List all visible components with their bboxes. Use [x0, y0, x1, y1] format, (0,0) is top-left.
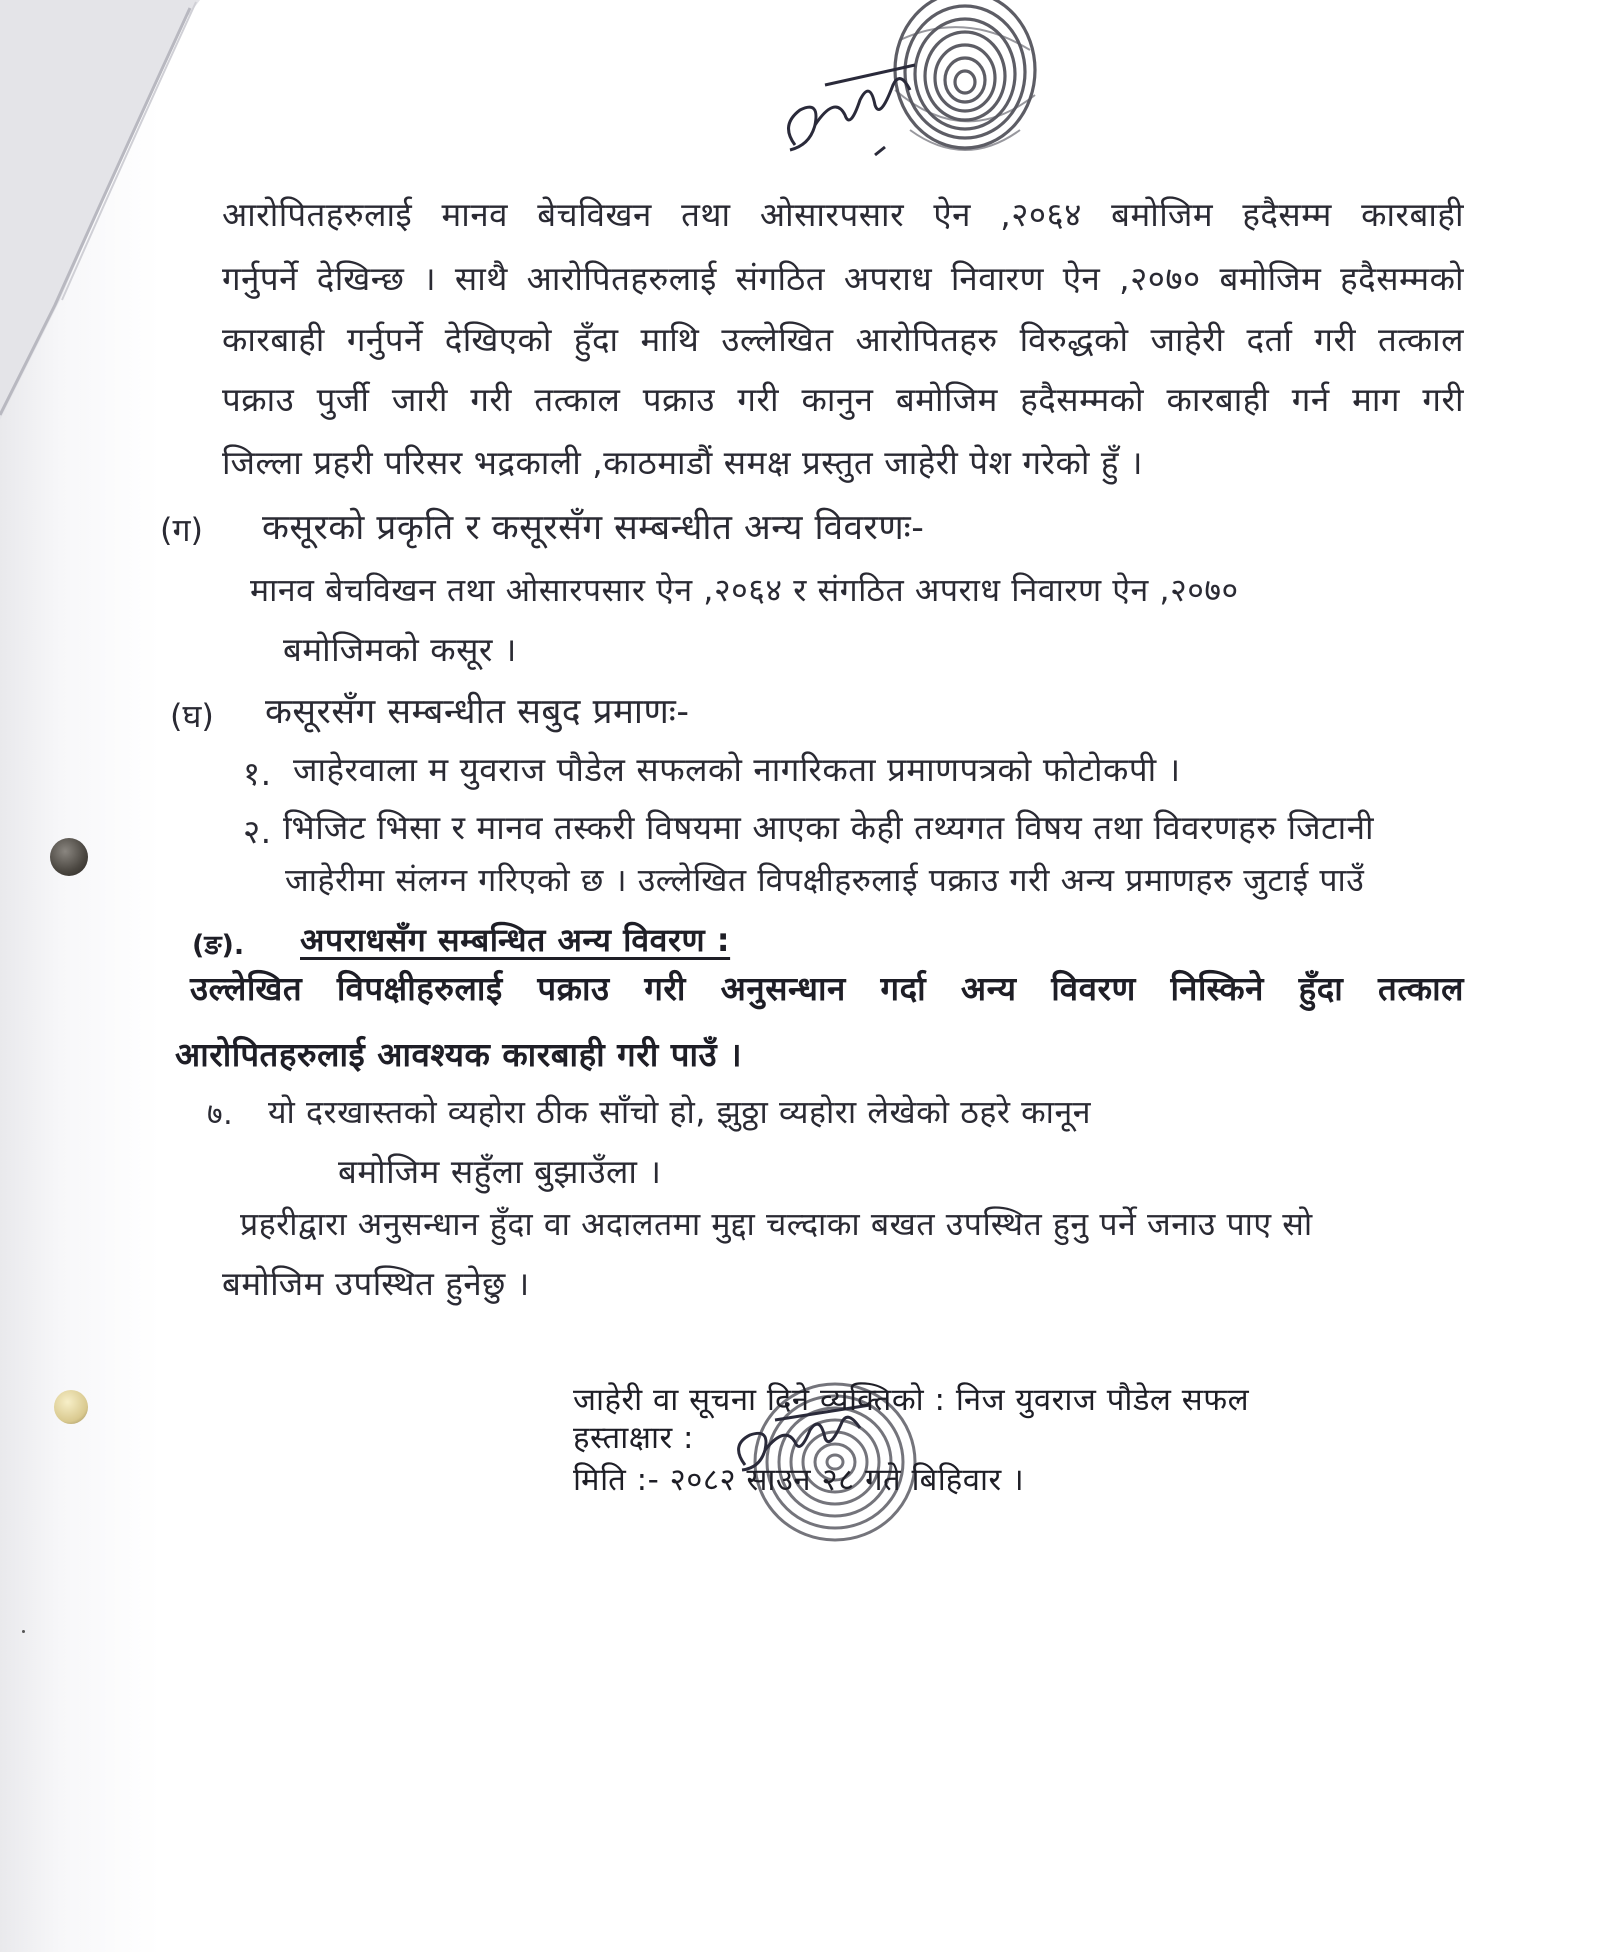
punch-hole-bottom: [54, 1390, 88, 1424]
section-gha-label: (घ): [170, 697, 214, 735]
declaration-line-2: बमोजिम उपस्थित हुनेछु ।: [222, 1264, 530, 1303]
declaration-line-1: प्रहरीद्वारा अनुसन्धान हुँदा वा अदालतमा मुद्दा चल्दाका बखत उपस्थित हुनु पर्ने जनाउ पाए सो: [240, 1205, 1313, 1243]
section-nga-label: (ङ).: [192, 930, 245, 961]
section-ga-line-1: मानव बेचविखन तथा ओसारपसार ऐन ,२०६४ र संगठित अपराध निवारण ऐन ,२०७०: [250, 571, 1239, 609]
section-gha-heading: कसूरसँग सम्बन्धीत सबुद प्रमाणः-: [265, 692, 690, 732]
paper-speck: [22, 1630, 25, 1633]
item-7-line-1: यो दरखास्तको व्यहोरा ठीक साँचो हो, झुठ्ठा व्यहोरा लेखेको ठहरे कानून: [268, 1093, 1091, 1131]
section-ga-label: (ग): [160, 511, 203, 549]
section-nga-heading: अपराधसँग सम्बन्धित अन्य विवरण :: [300, 921, 731, 959]
body-line-2: गर्नुपर्ने देखिन्छ । साथै आरोपितहरुलाई संगठित अपराध निवारण ऐन ,२०७० बमोजिम हदैसम्मको: [222, 259, 1464, 298]
signature-label: हस्ताक्षार :: [573, 1420, 694, 1456]
item-7-line-2: बमोजिम सहुँला बुझाउँला ।: [338, 1152, 662, 1191]
section-ga-line-2: बमोजिमको कसूर ।: [283, 630, 517, 669]
section-nga-line-1: उल्लेखित विपक्षीहरुलाई पक्राउ गरी अनुसन्धान गर्दा अन्य विवरण निस्किने हुँदा तत्काल: [190, 969, 1464, 1008]
evidence-item-1-number: १.: [243, 754, 272, 793]
item-7-number: ७.: [207, 1097, 234, 1132]
date-line: मिति :- २०८२ साउन २८ गते बिहिवार ।: [573, 1462, 1025, 1498]
evidence-item-2-continued: जाहेरीमा संलग्न गरिएको छ । उल्लेखित विपक्षीहरुलाई पक्राउ गरी अन्य प्रमाणहरु जुटाई पाउँ: [285, 861, 1365, 899]
body-line-1: आरोपितहरुलाई मानव बेचविखन तथा ओसारपसार ऐन ,२०६४ बमोजिम हदैसम्म कारबाही: [222, 195, 1464, 234]
punch-hole-top: [50, 838, 88, 876]
body-line-5: जिल्ला प्रहरी परिसर भद्रकाली ,काठमाडौं समक्ष प्रस्तुत जाहेरी पेश गरेको हुँ ।: [222, 443, 1143, 482]
informant-name-line: जाहेरी वा सूचना दिने व्यक्तिको : निज युवराज पौडेल सफल: [573, 1382, 1250, 1418]
body-line-4: पक्राउ पुर्जी जारी गरी तत्काल पक्राउ गरी कानुन बमोजिम हदैसम्मको कारबाही गर्न माग गरी: [222, 380, 1464, 419]
evidence-item-2-number: २.: [243, 812, 272, 851]
section-ga-heading: कसूरको प्रकृति र कसूरसँग सम्बन्धीत अन्य विवरणः-: [262, 508, 925, 548]
page-curl: [0, 0, 200, 420]
section-nga-line-2: आरोपितहरुलाई आवश्यक कारबाही गरी पाउँ ।: [175, 1035, 743, 1074]
body-line-3: कारबाही गर्नुपर्ने देखिएको हुँदा माथि उल्लेखित आरोपितहरु विरुद्धको जाहेरी दर्ता गरी तत्काल: [222, 320, 1464, 359]
evidence-item-2: भिजिट भिसा र मानव तस्करी विषयमा आएका केही तथ्यगत विषय तथा विवरणहरु जिटानी: [283, 808, 1375, 847]
signature-top: [775, 55, 925, 165]
evidence-item-1: जाहेरवाला म युवराज पौडेल सफलको नागरिकता प्रमाणपत्रको फोटोकपी ।: [293, 750, 1181, 789]
